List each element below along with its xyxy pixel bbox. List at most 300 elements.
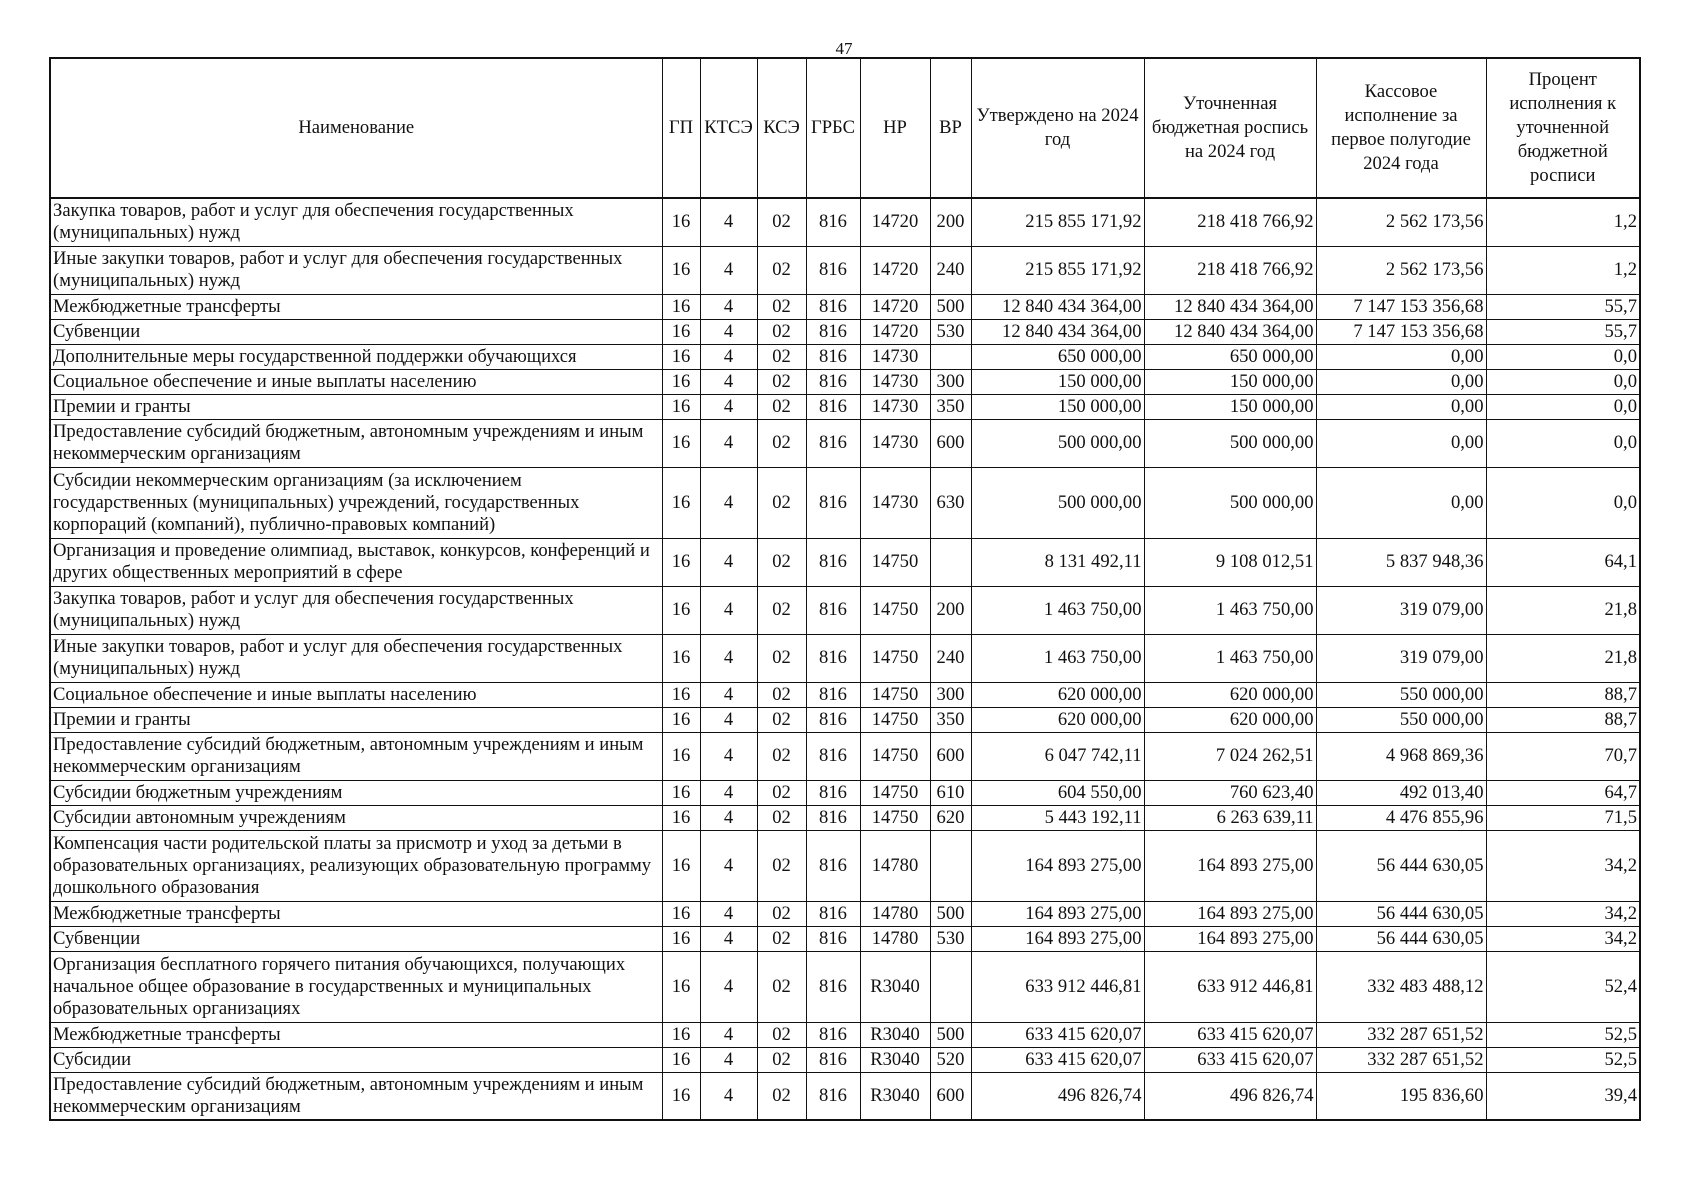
row-vr: 530 — [930, 319, 971, 344]
row-cash: 0,00 — [1316, 344, 1486, 369]
row-grbs: 816 — [806, 634, 860, 682]
row-ktse: 4 — [700, 394, 757, 419]
row-np: 14750 — [860, 805, 930, 830]
row-cash: 332 287 651,52 — [1316, 1047, 1486, 1072]
row-np: 14730 — [860, 467, 930, 538]
row-refined: 633 415 620,07 — [1144, 1022, 1316, 1047]
row-percent: 71,5 — [1486, 805, 1640, 830]
row-kse: 02 — [757, 1047, 806, 1072]
row-np: R3040 — [860, 1072, 930, 1120]
row-cash: 492 013,40 — [1316, 780, 1486, 805]
row-gp: 16 — [662, 1047, 700, 1072]
row-percent: 55,7 — [1486, 294, 1640, 319]
row-np: 14750 — [860, 780, 930, 805]
table-row — [50, 369, 1640, 394]
row-vr: 600 — [930, 1072, 971, 1120]
column-header-ktse: КТСЭ — [700, 58, 757, 198]
row-refined: 7 024 262,51 — [1144, 732, 1316, 780]
column-header-refined: Уточненная бюджетная роспись на 2024 год — [1144, 58, 1316, 198]
row-gp: 16 — [662, 467, 700, 538]
row-vr — [930, 538, 971, 586]
budget-table — [49, 57, 1641, 1121]
row-kse: 02 — [757, 586, 806, 634]
row-name: Предоставление субсидий бюджетным, автономным учреждениям и иным некоммерческим организациям — [50, 1072, 662, 1120]
row-gp: 16 — [662, 394, 700, 419]
row-approved: 500 000,00 — [971, 419, 1144, 467]
row-vr: 200 — [930, 198, 971, 246]
row-approved: 150 000,00 — [971, 369, 1144, 394]
row-gp: 16 — [662, 419, 700, 467]
row-kse: 02 — [757, 707, 806, 732]
row-kse: 02 — [757, 369, 806, 394]
row-percent: 34,2 — [1486, 830, 1640, 901]
row-np: 14720 — [860, 198, 930, 246]
row-grbs: 816 — [806, 246, 860, 294]
column-header-cash: Кассовое исполнение за первое полугодие 2024 года — [1316, 58, 1486, 198]
table-row — [50, 1072, 1640, 1120]
row-name: Премии и гранты — [50, 707, 662, 732]
row-grbs: 816 — [806, 344, 860, 369]
row-ktse: 4 — [700, 467, 757, 538]
row-approved: 5 443 192,11 — [971, 805, 1144, 830]
row-gp: 16 — [662, 294, 700, 319]
table-row — [50, 319, 1640, 344]
row-approved: 1 463 750,00 — [971, 634, 1144, 682]
row-ktse: 4 — [700, 1022, 757, 1047]
row-vr: 520 — [930, 1047, 971, 1072]
row-percent: 70,7 — [1486, 732, 1640, 780]
table-row — [50, 780, 1640, 805]
row-approved: 633 415 620,07 — [971, 1022, 1144, 1047]
row-name: Субсидии — [50, 1047, 662, 1072]
table-row — [50, 1022, 1640, 1047]
row-grbs: 816 — [806, 319, 860, 344]
page-number: 47 — [835, 39, 853, 58]
row-approved: 1 463 750,00 — [971, 586, 1144, 634]
row-gp: 16 — [662, 707, 700, 732]
row-ktse: 4 — [700, 538, 757, 586]
row-gp: 16 — [662, 1022, 700, 1047]
row-vr — [930, 344, 971, 369]
row-cash: 0,00 — [1316, 467, 1486, 538]
row-percent: 1,2 — [1486, 246, 1640, 294]
row-refined: 760 623,40 — [1144, 780, 1316, 805]
row-kse: 02 — [757, 901, 806, 926]
row-ktse: 4 — [700, 830, 757, 901]
row-ktse: 4 — [700, 707, 757, 732]
row-gp: 16 — [662, 634, 700, 682]
row-percent: 0,0 — [1486, 467, 1640, 538]
row-np: 14730 — [860, 369, 930, 394]
row-vr: 600 — [930, 419, 971, 467]
row-gp: 16 — [662, 732, 700, 780]
table-row — [50, 394, 1640, 419]
row-vr: 630 — [930, 467, 971, 538]
row-name: Иные закупки товаров, работ и услуг для обеспечения государственных (муниципальных) нужд — [50, 246, 662, 294]
row-grbs: 816 — [806, 830, 860, 901]
row-kse: 02 — [757, 246, 806, 294]
header-row — [50, 58, 1640, 198]
row-grbs: 816 — [806, 1022, 860, 1047]
row-ktse: 4 — [700, 586, 757, 634]
row-cash: 7 147 153 356,68 — [1316, 319, 1486, 344]
row-percent: 34,2 — [1486, 901, 1640, 926]
row-cash: 2 562 173,56 — [1316, 246, 1486, 294]
row-cash: 195 836,60 — [1316, 1072, 1486, 1120]
row-np: 14750 — [860, 538, 930, 586]
row-grbs: 816 — [806, 707, 860, 732]
row-ktse: 4 — [700, 344, 757, 369]
row-np: 14730 — [860, 394, 930, 419]
row-vr: 500 — [930, 1022, 971, 1047]
row-grbs: 816 — [806, 419, 860, 467]
row-kse: 02 — [757, 198, 806, 246]
row-cash: 56 444 630,05 — [1316, 926, 1486, 951]
row-gp: 16 — [662, 682, 700, 707]
row-refined: 12 840 434 364,00 — [1144, 319, 1316, 344]
row-kse: 02 — [757, 319, 806, 344]
row-refined: 650 000,00 — [1144, 344, 1316, 369]
row-approved: 650 000,00 — [971, 344, 1144, 369]
row-grbs: 816 — [806, 467, 860, 538]
row-gp: 16 — [662, 538, 700, 586]
row-np: 14750 — [860, 682, 930, 707]
column-header-vr: ВР — [930, 58, 971, 198]
row-percent: 88,7 — [1486, 707, 1640, 732]
table-row — [50, 707, 1640, 732]
row-grbs: 816 — [806, 1047, 860, 1072]
table-row — [50, 467, 1640, 538]
column-header-percent: Процент исполнения к уточненной бюджетной росписи — [1486, 58, 1640, 198]
row-ktse: 4 — [700, 805, 757, 830]
table-row — [50, 901, 1640, 926]
row-np: 14750 — [860, 586, 930, 634]
table-row — [50, 344, 1640, 369]
row-percent: 64,1 — [1486, 538, 1640, 586]
row-vr: 500 — [930, 294, 971, 319]
row-name: Дополнительные меры государственной поддержки обучающихся — [50, 344, 662, 369]
row-ktse: 4 — [700, 780, 757, 805]
row-percent: 88,7 — [1486, 682, 1640, 707]
row-gp: 16 — [662, 805, 700, 830]
column-header-np: НР — [860, 58, 930, 198]
row-refined: 500 000,00 — [1144, 467, 1316, 538]
row-approved: 12 840 434 364,00 — [971, 294, 1144, 319]
row-np: R3040 — [860, 1047, 930, 1072]
row-vr: 610 — [930, 780, 971, 805]
table-row — [50, 926, 1640, 951]
row-percent: 52,5 — [1486, 1022, 1640, 1047]
row-percent: 0,0 — [1486, 394, 1640, 419]
row-approved: 150 000,00 — [971, 394, 1144, 419]
row-percent: 52,4 — [1486, 951, 1640, 1022]
row-vr: 240 — [930, 246, 971, 294]
row-grbs: 816 — [806, 538, 860, 586]
row-cash: 56 444 630,05 — [1316, 830, 1486, 901]
row-grbs: 816 — [806, 780, 860, 805]
row-grbs: 816 — [806, 294, 860, 319]
row-np: 14780 — [860, 926, 930, 951]
row-kse: 02 — [757, 419, 806, 467]
row-name: Межбюджетные трансферты — [50, 294, 662, 319]
row-np: 14730 — [860, 419, 930, 467]
column-header-gp: ГП — [662, 58, 700, 198]
row-cash: 4 968 869,36 — [1316, 732, 1486, 780]
row-percent: 39,4 — [1486, 1072, 1640, 1120]
table-row — [50, 198, 1640, 246]
row-kse: 02 — [757, 1022, 806, 1047]
row-ktse: 4 — [700, 246, 757, 294]
table-row — [50, 830, 1640, 901]
row-cash: 550 000,00 — [1316, 707, 1486, 732]
row-vr — [930, 830, 971, 901]
row-approved: 620 000,00 — [971, 707, 1144, 732]
row-gp: 16 — [662, 926, 700, 951]
row-ktse: 4 — [700, 1072, 757, 1120]
row-ktse: 4 — [700, 732, 757, 780]
row-vr — [930, 951, 971, 1022]
row-grbs: 816 — [806, 198, 860, 246]
row-kse: 02 — [757, 830, 806, 901]
row-ktse: 4 — [700, 294, 757, 319]
row-kse: 02 — [757, 682, 806, 707]
row-np: R3040 — [860, 951, 930, 1022]
row-gp: 16 — [662, 586, 700, 634]
row-kse: 02 — [757, 732, 806, 780]
row-ktse: 4 — [700, 901, 757, 926]
row-name: Социальное обеспечение и иные выплаты населению — [50, 682, 662, 707]
row-name: Межбюджетные трансферты — [50, 1022, 662, 1047]
row-gp: 16 — [662, 901, 700, 926]
row-vr: 200 — [930, 586, 971, 634]
row-cash: 0,00 — [1316, 419, 1486, 467]
row-np: R3040 — [860, 1022, 930, 1047]
row-approved: 164 893 275,00 — [971, 926, 1144, 951]
row-approved: 215 855 171,92 — [971, 246, 1144, 294]
row-np: 14750 — [860, 732, 930, 780]
row-percent: 52,5 — [1486, 1047, 1640, 1072]
row-np: 14750 — [860, 707, 930, 732]
table-row — [50, 1047, 1640, 1072]
row-vr: 300 — [930, 682, 971, 707]
row-ktse: 4 — [700, 682, 757, 707]
row-grbs: 816 — [806, 586, 860, 634]
row-refined: 496 826,74 — [1144, 1072, 1316, 1120]
row-refined: 218 418 766,92 — [1144, 198, 1316, 246]
row-ktse: 4 — [700, 319, 757, 344]
table-row — [50, 538, 1640, 586]
row-cash: 319 079,00 — [1316, 586, 1486, 634]
row-name: Субвенции — [50, 926, 662, 951]
row-ktse: 4 — [700, 198, 757, 246]
row-gp: 16 — [662, 344, 700, 369]
row-grbs: 816 — [806, 1072, 860, 1120]
row-approved: 500 000,00 — [971, 467, 1144, 538]
row-kse: 02 — [757, 780, 806, 805]
row-name: Организация бесплатного горячего питания обучающихся, получающих начальное общее образование в государственных и муниципальных образовательных организациях — [50, 951, 662, 1022]
column-header-kse: КСЭ — [757, 58, 806, 198]
row-refined: 620 000,00 — [1144, 707, 1316, 732]
row-np: 14720 — [860, 294, 930, 319]
row-refined: 164 893 275,00 — [1144, 926, 1316, 951]
row-ktse: 4 — [700, 951, 757, 1022]
row-refined: 218 418 766,92 — [1144, 246, 1316, 294]
row-refined: 6 263 639,11 — [1144, 805, 1316, 830]
row-np: 14780 — [860, 830, 930, 901]
row-approved: 6 047 742,11 — [971, 732, 1144, 780]
row-cash: 332 287 651,52 — [1316, 1022, 1486, 1047]
row-grbs: 816 — [806, 732, 860, 780]
row-name: Премии и гранты — [50, 394, 662, 419]
row-approved: 8 131 492,11 — [971, 538, 1144, 586]
row-np: 14750 — [860, 634, 930, 682]
row-cash: 2 562 173,56 — [1316, 198, 1486, 246]
row-vr: 240 — [930, 634, 971, 682]
row-np: 14720 — [860, 319, 930, 344]
row-percent: 1,2 — [1486, 198, 1640, 246]
row-name: Субсидии бюджетным учреждениям — [50, 780, 662, 805]
row-cash: 319 079,00 — [1316, 634, 1486, 682]
row-approved: 215 855 171,92 — [971, 198, 1144, 246]
row-vr: 500 — [930, 901, 971, 926]
row-gp: 16 — [662, 1072, 700, 1120]
row-refined: 164 893 275,00 — [1144, 901, 1316, 926]
row-refined: 9 108 012,51 — [1144, 538, 1316, 586]
table-row — [50, 805, 1640, 830]
row-percent: 0,0 — [1486, 369, 1640, 394]
row-ktse: 4 — [700, 634, 757, 682]
row-kse: 02 — [757, 951, 806, 1022]
table-row — [50, 951, 1640, 1022]
row-grbs: 816 — [806, 805, 860, 830]
row-cash: 0,00 — [1316, 394, 1486, 419]
row-percent: 21,8 — [1486, 586, 1640, 634]
row-grbs: 816 — [806, 951, 860, 1022]
row-refined: 620 000,00 — [1144, 682, 1316, 707]
row-gp: 16 — [662, 319, 700, 344]
row-refined: 500 000,00 — [1144, 419, 1316, 467]
row-kse: 02 — [757, 344, 806, 369]
row-cash: 332 483 488,12 — [1316, 951, 1486, 1022]
table-row — [50, 634, 1640, 682]
row-name: Закупка товаров, работ и услуг для обеспечения государственных (муниципальных) нужд — [50, 198, 662, 246]
row-kse: 02 — [757, 538, 806, 586]
table-row — [50, 246, 1640, 294]
row-name: Закупка товаров, работ и услуг для обеспечения государственных (муниципальных) нужд — [50, 586, 662, 634]
column-header-approved: Утверждено на 2024 год — [971, 58, 1144, 198]
table-row — [50, 732, 1640, 780]
row-grbs: 816 — [806, 369, 860, 394]
row-name: Организация и проведение олимпиад, выставок, конкурсов, конференций и других общественных мероприятий в сфере — [50, 538, 662, 586]
row-refined: 150 000,00 — [1144, 394, 1316, 419]
row-approved: 496 826,74 — [971, 1072, 1144, 1120]
row-refined: 164 893 275,00 — [1144, 830, 1316, 901]
row-name: Межбюджетные трансферты — [50, 901, 662, 926]
column-header-grbs: ГРБС — [806, 58, 860, 198]
row-approved: 604 550,00 — [971, 780, 1144, 805]
row-kse: 02 — [757, 805, 806, 830]
row-vr: 530 — [930, 926, 971, 951]
row-name: Предоставление субсидий бюджетным, автономным учреждениям и иным некоммерческим организациям — [50, 732, 662, 780]
row-kse: 02 — [757, 634, 806, 682]
row-kse: 02 — [757, 394, 806, 419]
row-percent: 34,2 — [1486, 926, 1640, 951]
row-grbs: 816 — [806, 901, 860, 926]
row-refined: 1 463 750,00 — [1144, 586, 1316, 634]
row-approved: 633 912 446,81 — [971, 951, 1144, 1022]
row-gp: 16 — [662, 780, 700, 805]
row-np: 14780 — [860, 901, 930, 926]
row-kse: 02 — [757, 1072, 806, 1120]
row-ktse: 4 — [700, 926, 757, 951]
row-gp: 16 — [662, 198, 700, 246]
row-refined: 633 415 620,07 — [1144, 1047, 1316, 1072]
row-name: Субвенции — [50, 319, 662, 344]
row-percent: 0,0 — [1486, 344, 1640, 369]
table-row — [50, 682, 1640, 707]
row-cash: 7 147 153 356,68 — [1316, 294, 1486, 319]
row-percent: 55,7 — [1486, 319, 1640, 344]
row-kse: 02 — [757, 294, 806, 319]
table-row — [50, 294, 1640, 319]
row-refined: 633 912 446,81 — [1144, 951, 1316, 1022]
table-row — [50, 419, 1640, 467]
row-grbs: 816 — [806, 926, 860, 951]
row-name: Социальное обеспечение и иные выплаты населению — [50, 369, 662, 394]
row-ktse: 4 — [700, 1047, 757, 1072]
row-name: Субсидии автономным учреждениям — [50, 805, 662, 830]
row-refined: 1 463 750,00 — [1144, 634, 1316, 682]
row-approved: 620 000,00 — [971, 682, 1144, 707]
row-cash: 56 444 630,05 — [1316, 901, 1486, 926]
row-approved: 164 893 275,00 — [971, 901, 1144, 926]
row-refined: 12 840 434 364,00 — [1144, 294, 1316, 319]
row-name: Субсидии некоммерческим организациям (за исключением государственных (муниципальных) учреждений, государственных корпораций (компаний), публично-правовых компаний) — [50, 467, 662, 538]
row-percent: 21,8 — [1486, 634, 1640, 682]
row-cash: 5 837 948,36 — [1316, 538, 1486, 586]
row-cash: 550 000,00 — [1316, 682, 1486, 707]
row-approved: 164 893 275,00 — [971, 830, 1144, 901]
row-grbs: 816 — [806, 682, 860, 707]
row-vr: 350 — [930, 707, 971, 732]
row-ktse: 4 — [700, 369, 757, 394]
row-name: Иные закупки товаров, работ и услуг для обеспечения государственных (муниципальных) нужд — [50, 634, 662, 682]
row-kse: 02 — [757, 926, 806, 951]
row-name: Компенсация части родительской платы за присмотр и уход за детьми в образовательных организациях, реализующих образовательную программу дошкольного образования — [50, 830, 662, 901]
row-np: 14720 — [860, 246, 930, 294]
row-gp: 16 — [662, 830, 700, 901]
row-np: 14730 — [860, 344, 930, 369]
row-cash: 4 476 855,96 — [1316, 805, 1486, 830]
row-grbs: 816 — [806, 394, 860, 419]
table-row — [50, 586, 1640, 634]
row-kse: 02 — [757, 467, 806, 538]
row-gp: 16 — [662, 369, 700, 394]
row-name: Предоставление субсидий бюджетным, автономным учреждениям и иным некоммерческим организациям — [50, 419, 662, 467]
row-ktse: 4 — [700, 419, 757, 467]
row-vr: 600 — [930, 732, 971, 780]
row-percent: 0,0 — [1486, 419, 1640, 467]
row-vr: 620 — [930, 805, 971, 830]
row-vr: 300 — [930, 369, 971, 394]
row-cash: 0,00 — [1316, 369, 1486, 394]
row-percent: 64,7 — [1486, 780, 1640, 805]
row-approved: 12 840 434 364,00 — [971, 319, 1144, 344]
row-vr: 350 — [930, 394, 971, 419]
row-gp: 16 — [662, 246, 700, 294]
row-gp: 16 — [662, 951, 700, 1022]
column-header-name: Наименование — [50, 58, 662, 198]
